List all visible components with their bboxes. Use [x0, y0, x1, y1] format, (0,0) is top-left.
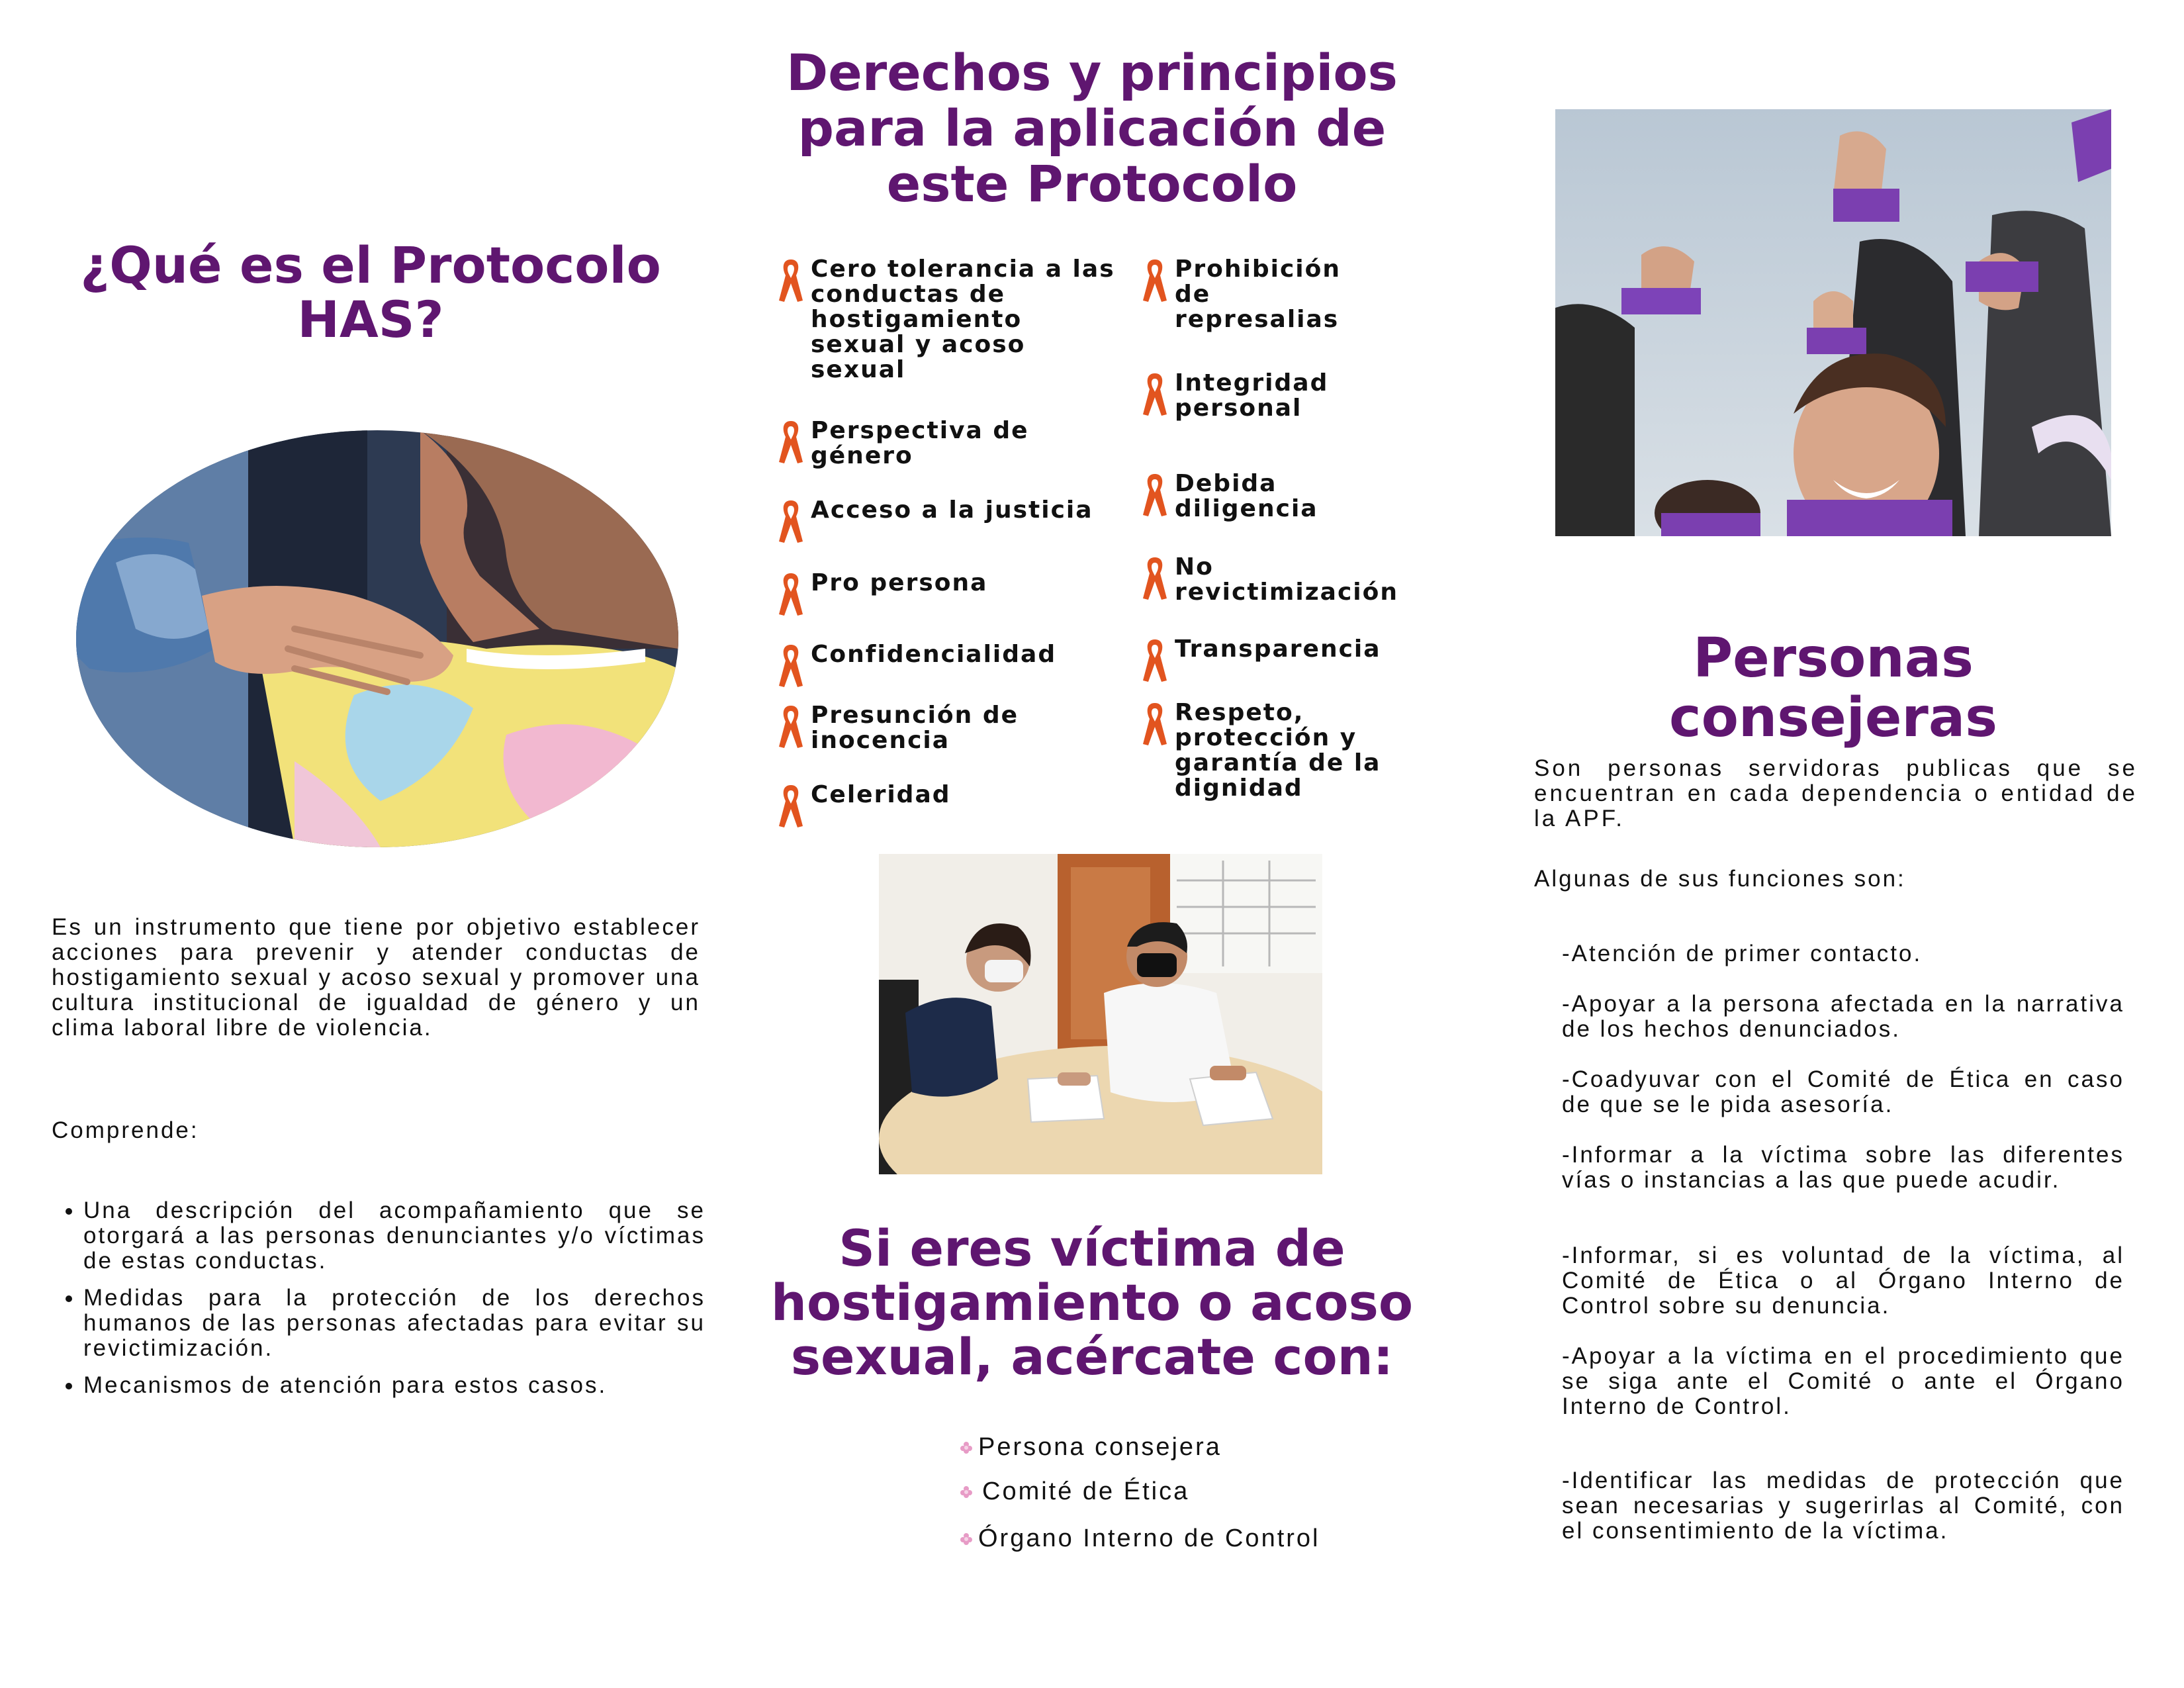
principle-item — [778, 571, 1122, 618]
principle-label: Integridad personal — [1175, 369, 1329, 422]
principle-label: No revictimización — [1175, 553, 1399, 606]
comprende-list — [52, 1198, 705, 1410]
principle-label: Presunción de inocencia — [811, 702, 1019, 754]
contact-label: Órgano Interno de Control — [978, 1524, 1320, 1552]
principle-item — [1142, 371, 1439, 421]
principle-label: Pro persona — [811, 569, 988, 596]
consejeras-description: Son personas servidoras publicas que se encuentran en cada dependencia o entidad de la APF. — [1534, 755, 2138, 831]
principle-item — [1142, 700, 1439, 801]
function-item: -Apoyar a la víctima en el procedimiento que se siga ante el Comité o ante el Órgano Interno de Control. — [1562, 1343, 2124, 1419]
function-item: -Apoyar a la persona afectada en la narrativa de los hechos denunciados. — [1562, 991, 2124, 1042]
functions-label: Algunas de sus funciones son: — [1534, 866, 1906, 892]
principle-label: Debida diligencia — [1175, 470, 1318, 522]
orange-ribbon-icon — [778, 498, 804, 545]
orange-ribbon-icon — [778, 642, 804, 690]
orange-ribbon-icon — [1142, 555, 1168, 602]
function-item: -Informar a la víctima sobre las diferentes vías o instancias a las que puede acudir. — [1562, 1142, 2124, 1193]
principle-label: Perspectiva de género — [811, 417, 1029, 469]
principle-item — [1142, 637, 1439, 684]
principle-label: Respeto, protección y garantía de la dignidad — [1175, 699, 1381, 802]
orange-ribbon-icon — [778, 703, 804, 751]
principle-label: Prohibición de represalias — [1175, 256, 1341, 333]
protocol-question-title: ¿Qué es el Protocolo HAS? — [80, 236, 661, 349]
principle-label: Cero tolerancia a las conductas de hostigamiento sexual y acoso sexual — [811, 256, 1115, 383]
contact-label: Persona consejera — [978, 1433, 1222, 1461]
function-item: -Informar, si es voluntad de la víctima, al Comité de Ética o al Órgano Interno de Control sobre su denuncia. — [1562, 1243, 2124, 1319]
protocol-description: Es un instrumento que tiene por objetivo establecer acciones para prevenir y atender conductas de hostigamiento sexual y acoso sexual y promover una cultura institucional de igualdad de género y un clima laboral libre de violencia. — [52, 914, 700, 1041]
orange-ribbon-icon — [778, 571, 804, 618]
principle-item — [778, 782, 1122, 830]
raised-fists-photo — [1555, 109, 2111, 536]
contact-item — [960, 1433, 1222, 1462]
orange-ribbon-icon — [1142, 257, 1168, 305]
principle-label: Transparencia — [1175, 635, 1381, 663]
function-item: -Atención de primer contacto. — [1562, 941, 1923, 966]
principle-item — [778, 498, 1122, 545]
principle-item — [778, 642, 1122, 690]
principle-item — [1142, 257, 1439, 332]
principle-item — [778, 257, 1122, 383]
function-item: -Coadyuvar con el Comité de Ética en caso de que se le pida asesoría. — [1562, 1066, 2124, 1117]
victim-contact-title: Si eres víctima de hostigamiento o acoso sexual, acércate con: — [770, 1219, 1414, 1386]
orange-ribbon-icon — [778, 257, 804, 305]
principle-label: Confidencialidad — [811, 641, 1057, 668]
pink-flower-icon — [960, 1485, 973, 1499]
contact-item — [960, 1477, 1189, 1506]
orange-ribbon-icon — [1142, 700, 1168, 748]
orange-ribbon-icon — [1142, 371, 1168, 418]
pink-flower-icon — [960, 1532, 973, 1546]
list-item: • Una descripción del acompañamiento que se otorgará a las personas denunciantes y/o víctimas de estas conductas. — [83, 1198, 705, 1274]
rights-principles-title: Derechos y principios para la aplicación de este Protocolo — [786, 43, 1398, 213]
hand-on-shoulder-photo — [76, 430, 678, 847]
personas-consejeras-title: Personas consejeras — [1668, 627, 1998, 749]
list-item: • Mecanismos de atención para estos casos. — [83, 1373, 705, 1398]
principle-label: Celeridad — [811, 781, 951, 808]
pink-flower-icon — [960, 1441, 973, 1454]
orange-ribbon-icon — [778, 418, 804, 466]
contact-item — [960, 1524, 1320, 1553]
principle-item — [1142, 555, 1439, 605]
principle-item — [1142, 471, 1439, 522]
meeting-photo — [879, 854, 1322, 1174]
orange-ribbon-icon — [1142, 637, 1168, 684]
list-item: • Medidas para la protección de los derechos humanos de las personas afectadas para evitar su revictimización. — [83, 1286, 705, 1361]
comprende-label: Comprende: — [52, 1117, 199, 1143]
orange-ribbon-icon — [778, 782, 804, 830]
principle-item — [778, 418, 1122, 469]
orange-ribbon-icon — [1142, 471, 1168, 519]
function-item: -Identificar las medidas de protección que sean necesarias y sugerirlas al Comité, con el consentimiento de la víctima. — [1562, 1468, 2124, 1544]
principle-item — [778, 703, 1122, 753]
principle-label: Acceso a la justicia — [811, 496, 1093, 524]
contact-label: Comité de Ética — [982, 1477, 1190, 1505]
